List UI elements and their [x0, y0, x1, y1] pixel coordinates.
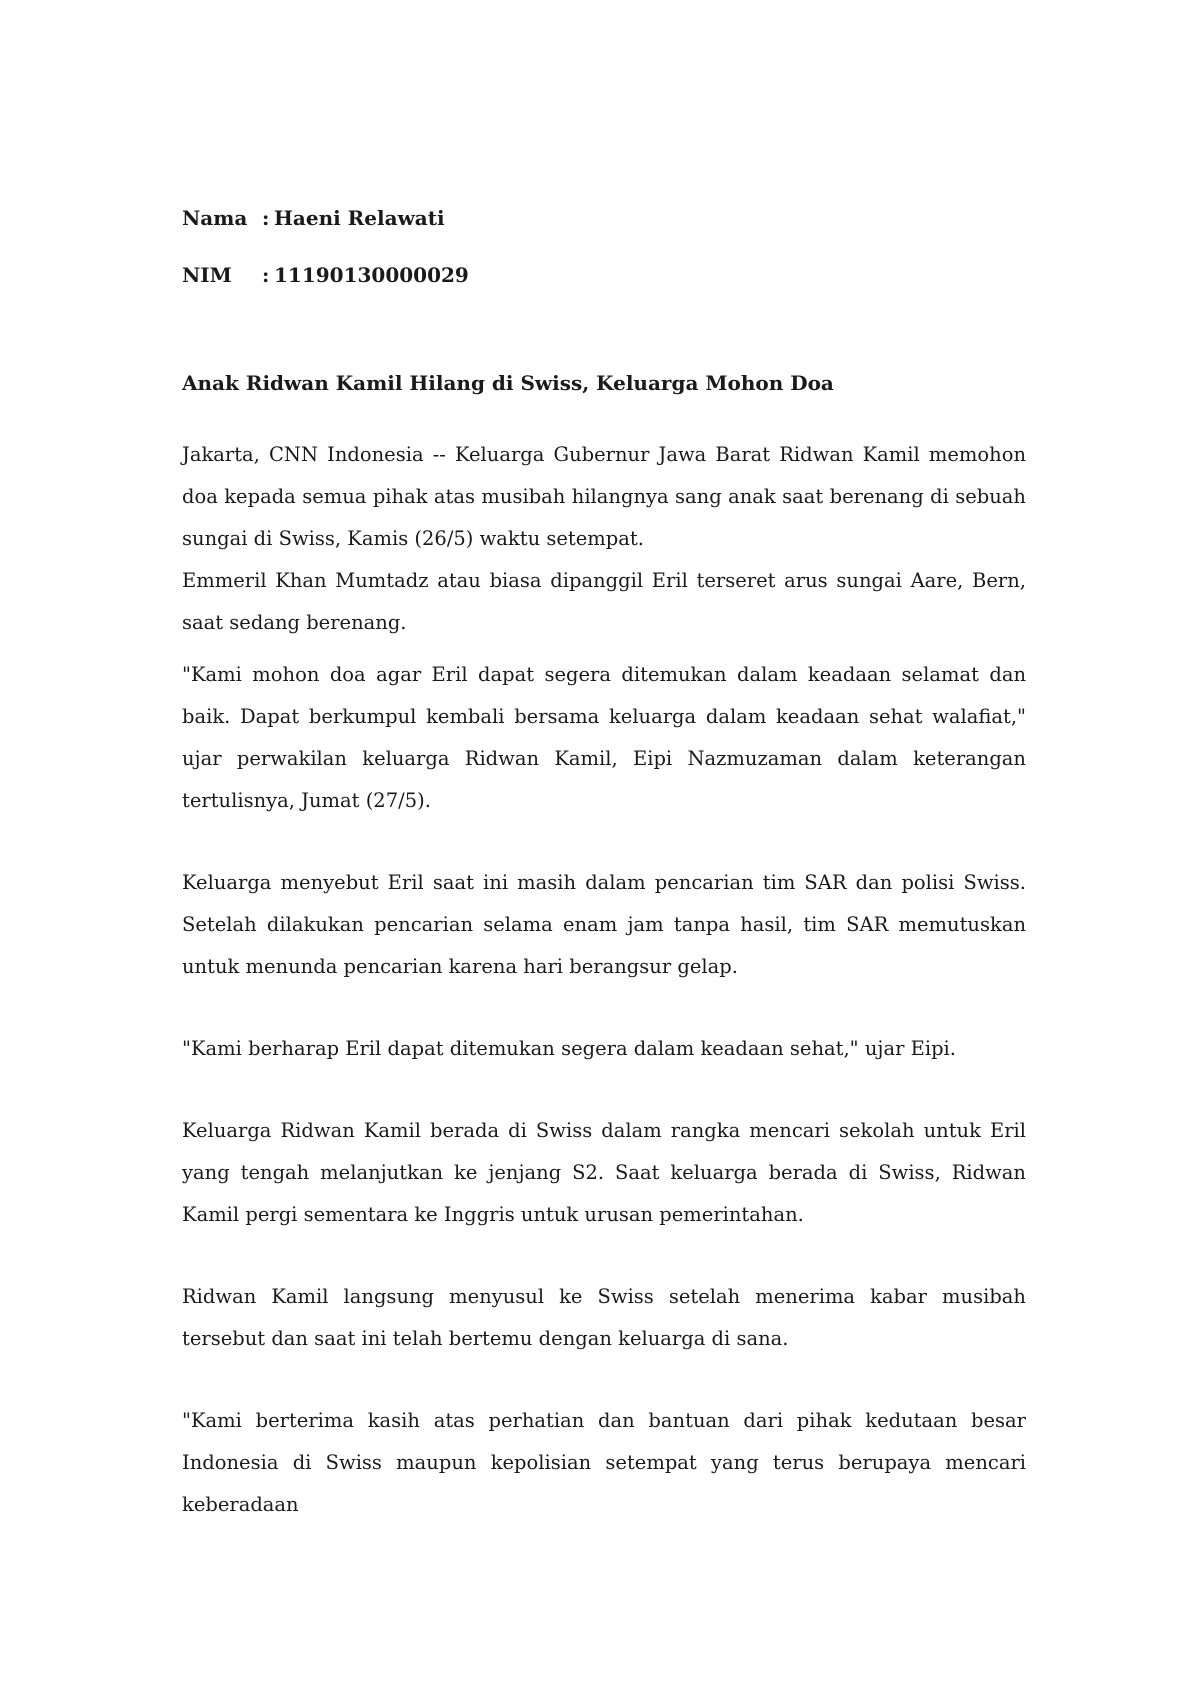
nim-separator: :	[262, 263, 270, 287]
article-title: Anak Ridwan Kamil Hilang di Swiss, Keluarga Mohon Doa	[182, 371, 834, 395]
nim-label: NIM	[182, 263, 232, 287]
name-value: Haeni Relawati	[274, 206, 445, 230]
paragraph-4: Keluarga menyebut Eril saat ini masih dalam pencarian tim SAR dan polisi Swiss. Setelah dilakukan pencarian selama enam jam tanpa hasil, tim SAR memutuskan untuk menunda pencarian karena hari berangsur gelap.	[182, 871, 1026, 978]
paragraph-6: Keluarga Ridwan Kamil berada di Swiss dalam rangka mencari sekolah untuk Eril yang tengah melanjutkan ke jenjang S2. Saat keluarga berada di Swiss, Ridwan Kamil pergi sementara ke Inggris untuk urusan pemerintahan.	[182, 1119, 1026, 1226]
paragraph-8: "Kami berterima kasih atas perhatian dan bantuan dari pihak kedutaan besar Indonesia di Swiss maupun kepolisian setempat yang terus berupaya mencari keberadaan	[182, 1409, 1026, 1516]
name-separator: :	[262, 206, 270, 230]
paragraph-3: "Kami mohon doa agar Eril dapat segera ditemukan dalam keadaan selamat dan baik. Dapat berkumpul kembali bersama keluarga dalam keadaan sehat walafiat," ujar perwakilan keluarga Ridwan Kamil, Eipi Nazmuzaman dalam keterangan tertulisnya, Jumat (27/5).	[182, 663, 1026, 812]
nim-value: 11190130000029	[274, 263, 469, 287]
paragraph-2: Emmeril Khan Mumtadz atau biasa dipanggil Eril terseret arus sungai Aare, Bern, saat sedang berenang.	[182, 569, 1026, 634]
document-page	[182, 198, 1026, 1526]
name-label: Nama	[182, 206, 248, 230]
nim-row	[182, 255, 1026, 295]
paragraph-1: Jakarta, CNN Indonesia -- Keluarga Gubernur Jawa Barat Ridwan Kamil memohon doa kepada semua pihak atas musibah hilangnya sang anak saat berenang di sebuah sungai di Swiss, Kamis (26/5) waktu setempat.	[182, 443, 1026, 550]
paragraph-7: Ridwan Kamil langsung menyusul ke Swiss setelah menerima kabar musibah tersebut dan saat ini telah bertemu dengan keluarga di sana.	[182, 1285, 1026, 1350]
paragraph-5: "Kami berharap Eril dapat ditemukan segera dalam keadaan sehat," ujar Eipi.	[182, 1037, 956, 1060]
name-row	[182, 198, 1026, 238]
